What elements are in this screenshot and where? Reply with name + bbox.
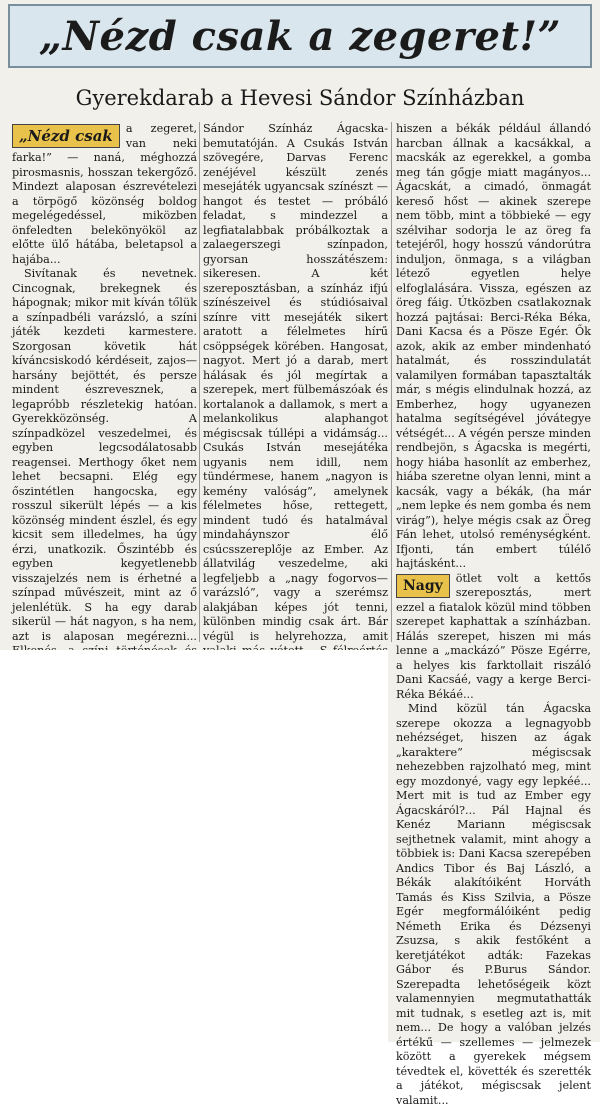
blank-area bbox=[0, 650, 388, 1042]
col3-paragraph-1: hiszen a békák például állandó harcban állnak a kacsákkal, a macskák az egerekkel, a gomba meg tán gőgje miatt magányos... Ágacskát, a cimadó, önmagát kereső hőst — akinek szerepe nem több, mint a többieké — egy szélvihar sodorja le az öreg fa tetejéről, hogy hosszú vándorútra induljon, önmaga, s a világban létező egyetlen helye elfoglalására. Vissza, egészen az öreg fáig. Útközben csatlakoznak hozzá pajtásai: Berci-Réka Béka, Dani Kacsa és a Pösze Egér. Ők azok, akik az ember mindenható hatalmát, és rosszindulatát valamilyen formában tapasztalták már, s mégis elindulnak hozzá, az Emberhez, hogy ugyanezen hatalma segítségével jóvátegye vétségét... A végén persze minden rendbejön, s Ágacska is megérti, hogy hiába hasonlít az emberhez, hiába szeretne olyan lenni, mint a kacsák, vagy a békák, (ha már „nem lepke és nem gomba és nem virág”), helye mégis csak az Öreg Fán lehet, utolsó reménységként. Ifjonti, tán embert túlélő hajtásként... bbox=[396, 122, 591, 570]
column-3 bbox=[396, 122, 591, 1107]
col1-paragraph-1: a zegeret, van neki farka!” — naná, méghozzá pirosmasnis, hosszan tekergőző. Mindezt alaposan észrevételezi a törpögő közönség boldog megelégedéssel, miközben önfeledten belekönyököl az előtte ülő hátába, beletapsol a hajába... bbox=[12, 122, 197, 266]
col1-paragraph-2: Sivítanak és nevetnek. Cincognak, brekegnek és hápognak; mikor mit kíván tőlük a színpadbéli varázsló, a színi játék kezdeti karmestere. Szorgosan követik hát kíváncsiskodó kérdéseit, zajos—harsány bejöttét, és persze mindent észrevesznek, a legapróbb részletekig hatóan. Gyerekközönség. A színpadközel veszedelmei, és egyben legcsodálatosabb reagensei. Merthogy őket nem lehet becsapni. Elég egy őszintétlen hangocska, egy rosszul sikerült lépés — a kis közönség mindent észlel, és egy kicsit sem illedelmes, ha úgy érzi, unatkozik. Őszintébb és egyben kegyetlenebb visszajelzés nem is érhetné a színpad művészeit, mint az ő jelenlétük. S ha egy darab sikerül — hát nagyon, s ha nem, azt is alaposan megérezni... bbox=[12, 267, 197, 643]
col3-paragraph-3: Mind közül tán Ágacska szerepe okozza a legnagyobb nehézséget, hiszen az ágak „karaktere” mégiscsak nehezebben rajzolható meg, mint egy mozdonyé, vagy egy lepkéé... Mert mit is tud az Ember egy Ágacskáról?... Pál Hajnal és Kenéz Mariann mégiscsak sejthetnek valamit, mint ahogy a többiek is: Dani Kacsa szerepében Andics Tibor és Baj László, a Békák alakítóiként Horváth Tamás és Kiss Szilvia, a Pösze Egér megformálóiként pedig Németh Erika és Dézsenyi Zsuzsa, s akik festőként a keretjátékot adták: Fazekas Gábor és P.Burus Sándor. Szerepadta lehetőségeik közt valamennyien megmutathatták mit tudnak, s esetleg azt is, mit nem... De hogy a valóban jelzés értékű — szellemes — jelmezek között a gyerekek mégsem tévedtek el, követték és szerették a játékot, mégiscsak jelent valamit... bbox=[396, 702, 591, 1107]
headline-box bbox=[8, 4, 592, 68]
col2-paragraph-1: Sándor Színház Ágacska-bemutatóján. A Csukás István szövegére, Darvas Ferenc zenéjével készült zenés mesejáték ugyancsak színészt — hangot és testet — próbáló feladat, s mindezzel a legfiatalabbak próbálkoztak a zalaegerszegi színpadon, gyorsan hosszátészem: sikeresen. A két szereposztásban, a színház ifjú színészeivel és stúdiósaival színre vitt mesejáték sikert aratott a félelmetes hírű csöppségek körében. Hangosat, nagyot. Mert jó a darab, mert hálásak és jól megírtak a szerepek, mert fülbemászóak és kortalanok a dallamok, s mert a melankolikus alaphangot mégiscsak túllépi a vidámság... Csukás István mesejátéka ugyanis nem idill, nem tündérmese, hanem „nagyon is kemény valóság”, amelynek félelmetes hőse, rettegett, mindent tudó és hatalmával mindaháynszor élő csúcsszereplője az Ember. Az állatvilág veszedelme, aki legfeljebb a „nagy fogorvos—varázsló”, vagy a szerémsz alakjában képes jót tenni, különben mindig csak árt. Bár végül is helyrehozza, amit bbox=[203, 122, 388, 643]
column-1 bbox=[12, 122, 197, 642]
column-divider-1 bbox=[199, 122, 200, 642]
subheadline: Gyerekdarab a Hevesi Sándor Színházban bbox=[75, 86, 525, 110]
column-divider-2 bbox=[391, 122, 392, 642]
col3-paragraph-2: ötlet volt a kettős szereposztás, mert ezzel a fiatalok közül mind többen szerepet kaphattak a színházban. Hálás szerepet, hiszen mi más lenne a „mackázó” Pösze Egérre, a helyes kis farktollait riszáló Dani Kacsáé, vagy a kerge Berci-Réka Békáé... bbox=[396, 571, 591, 701]
headline: „Nézd csak a zegeret!” bbox=[38, 12, 562, 60]
column-2 bbox=[203, 122, 388, 642]
lead-label-2: Nagy bbox=[396, 574, 450, 598]
lead-label: „Nézd csak bbox=[12, 124, 120, 148]
